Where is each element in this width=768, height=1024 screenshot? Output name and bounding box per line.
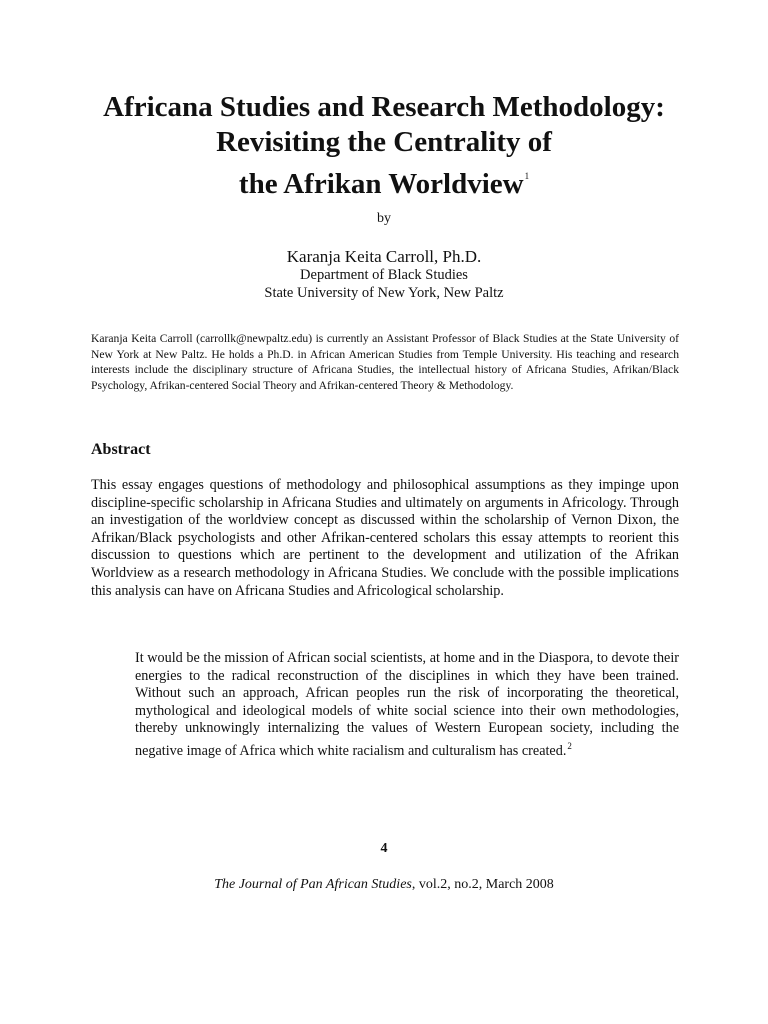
title-line-1: Africana Studies and Research Methodology: xyxy=(103,91,665,123)
abstract-heading: Abstract xyxy=(91,441,151,458)
title-line-3 xyxy=(60,159,708,202)
footer-journal-name: The Journal of Pan African Studies xyxy=(214,877,412,892)
byline-by: by xyxy=(377,211,391,226)
title-line-2: Revisiting the Centrality of xyxy=(216,125,552,158)
paper-title xyxy=(60,90,708,202)
block-quote-text: It would be the mission of African social scientists, at home and in the Diaspora, to devote their energies to the radical reconstruction of the disciplines in which they have been trained. Without such an approach, African peoples run the risk of incorporating the theoretical, mythological and ideological models of white social science into their own methodologies, thereby unknowingly internalizing the values of Western European society, including the negative image of Africa which white racialism and culturalism has created. xyxy=(135,650,679,759)
author-name: Karanja Keita Carroll, Ph.D. xyxy=(286,247,482,266)
title-line-3-text: the Afrikan Worldview xyxy=(238,168,524,200)
footer-issue-info: , vol.2, no.2, March 2008 xyxy=(411,877,554,892)
author-bio: Karanja Keita Carroll (carrollk@newpaltz.edu) is currently an Assistant Professor of Black Studies at the State University of New York at New Paltz. He holds a Ph.D. in African American Studies from Temple University. His teaching and research interests include the disciplinary structure of Africana Studies, the intellectual history of Africana Studies, Afrikan/Black Psychology, Afrikan-centered Social Theory and Afrikan-centered Theory & Methodology. xyxy=(91,332,679,392)
block-quote xyxy=(135,650,679,761)
author-department: Department of Black Studies xyxy=(300,267,468,283)
quote-footnote-marker[interactable]: 2 xyxy=(567,740,572,751)
author-university: State University of New York, New Paltz xyxy=(264,285,504,301)
abstract-text: This essay engages questions of methodology and philosophical assumptions as they impinge upon discipline-specific scholarship in Africana Studies and ultimately on arguments in Africology. Through an investigation of the worldview concept as discussed within the scholarship of Vernon Dixon, the Afrikan/Black psychologists and other Afrikan-centered scholars this essay attempts to reorient this discussion to questions which are pertinent to the development and utilization of the Afrikan Worldview as a research methodology in Africana Studies. We conclude with the possible implications this analysis can have on Africana Studies and Africological scholarship. xyxy=(91,477,679,599)
title-footnote-marker[interactable]: 1 xyxy=(524,171,530,181)
journal-footer xyxy=(0,877,768,893)
page-number: 4 xyxy=(380,841,388,856)
